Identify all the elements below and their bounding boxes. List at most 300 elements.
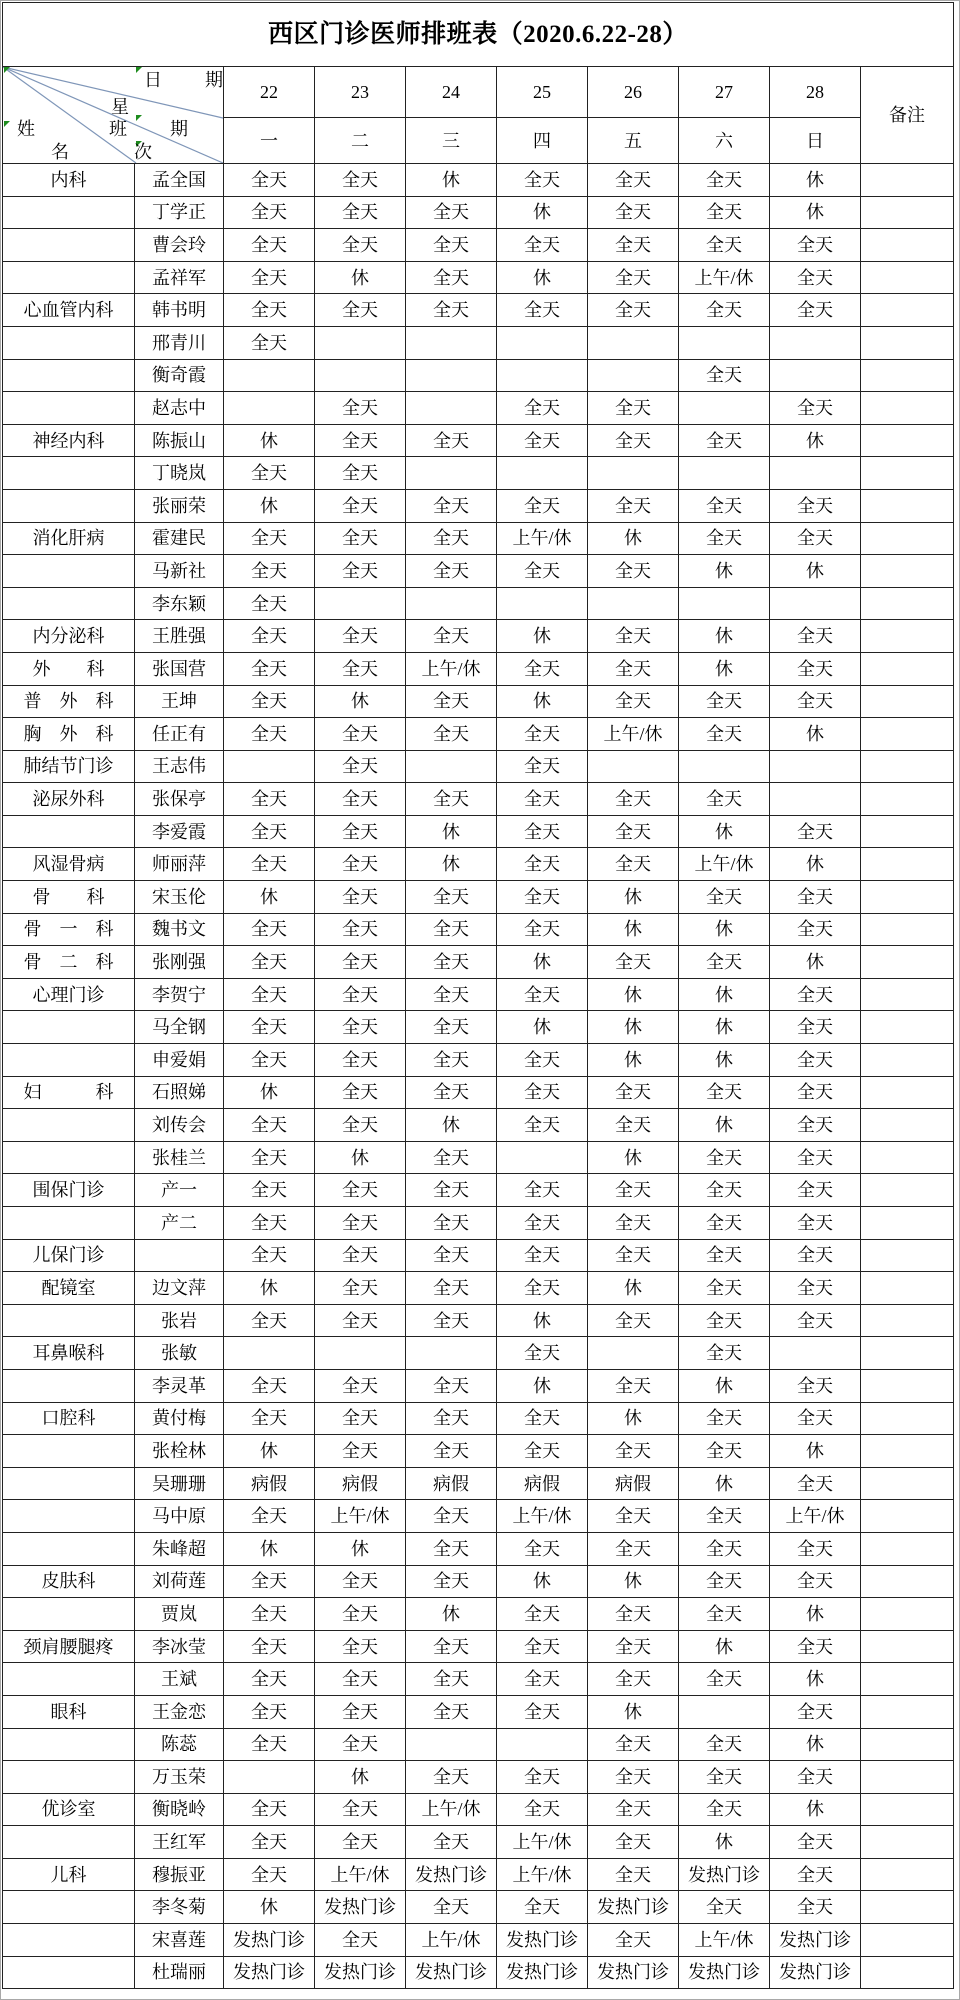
shift-cell [679, 751, 770, 784]
shift-cell: 全天 [224, 620, 315, 653]
shift-cell: 休 [588, 523, 679, 556]
shift-cell: 全天 [406, 523, 497, 556]
doctor-name-cell: 马全钢 [135, 1011, 224, 1044]
remark-cell [861, 751, 954, 784]
remark-cell [861, 1891, 954, 1924]
shift-cell: 全天 [770, 1533, 861, 1566]
doctor-name-cell: 师丽萍 [135, 848, 224, 881]
shift-cell: 上午/休 [679, 848, 770, 881]
doctor-name-cell: 李东颖 [135, 588, 224, 621]
shift-cell [224, 392, 315, 425]
shift-cell: 全天 [315, 294, 406, 327]
department-cell [3, 1109, 135, 1142]
date-header-cell: 23 [315, 67, 406, 118]
shift-cell [679, 327, 770, 360]
shift-cell: 上午/休 [770, 1500, 861, 1533]
shift-cell: 全天 [315, 1729, 406, 1762]
shift-cell: 发热门诊 [588, 1891, 679, 1924]
department-cell [3, 1891, 135, 1924]
shift-cell: 全天 [224, 653, 315, 686]
doctor-name-cell: 王坤 [135, 686, 224, 719]
shift-cell: 全天 [770, 914, 861, 947]
department-cell [3, 1533, 135, 1566]
shift-cell: 全天 [497, 1207, 588, 1240]
shift-cell: 全天 [224, 946, 315, 979]
shift-cell: 全天 [679, 881, 770, 914]
shift-cell: 全天 [497, 1663, 588, 1696]
shift-cell: 全天 [224, 1729, 315, 1762]
shift-cell: 休 [588, 1566, 679, 1599]
shift-cell: 全天 [497, 1696, 588, 1729]
corner-label-name-2: 名 [51, 142, 69, 162]
shift-cell: 休 [588, 1044, 679, 1077]
department-cell [3, 816, 135, 849]
shift-cell: 全天 [406, 262, 497, 295]
shift-cell: 全天 [497, 294, 588, 327]
diagonal-header-cell [3, 67, 224, 164]
shift-cell: 全天 [315, 392, 406, 425]
corner-label-day-2: 期 [205, 70, 223, 90]
shift-cell: 休 [497, 1011, 588, 1044]
shift-cell: 全天 [406, 1631, 497, 1664]
shift-cell [497, 327, 588, 360]
shift-cell: 发热门诊 [406, 1859, 497, 1892]
shift-cell: 全天 [770, 1370, 861, 1403]
remark-cell [861, 1272, 954, 1305]
schedule-table [2, 2, 954, 1989]
doctor-name-cell: 陈蕊 [135, 1729, 224, 1762]
department-cell [3, 1729, 135, 1762]
doctor-name-cell: 衡奇霞 [135, 360, 224, 393]
shift-cell: 全天 [588, 164, 679, 197]
department-cell: 妇 科 [3, 1077, 135, 1110]
shift-cell: 全天 [224, 197, 315, 230]
remark-cell [861, 979, 954, 1012]
shift-cell: 全天 [406, 1663, 497, 1696]
shift-cell: 全天 [770, 1174, 861, 1207]
shift-cell: 全天 [406, 294, 497, 327]
shift-cell: 全天 [497, 1403, 588, 1436]
shift-cell: 休 [224, 1533, 315, 1566]
doctor-name-cell: 张保亭 [135, 783, 224, 816]
doctor-name-cell: 宋玉伦 [135, 881, 224, 914]
shift-cell: 全天 [406, 686, 497, 719]
shift-cell: 休 [588, 1011, 679, 1044]
shift-cell: 休 [315, 686, 406, 719]
shift-cell: 休 [679, 979, 770, 1012]
shift-cell: 休 [406, 1598, 497, 1631]
shift-cell: 全天 [315, 1403, 406, 1436]
shift-cell: 病假 [588, 1468, 679, 1501]
weekday-header-cell: 四 [497, 118, 588, 164]
shift-cell: 全天 [406, 1566, 497, 1599]
remark-cell [861, 1305, 954, 1338]
shift-cell: 全天 [497, 392, 588, 425]
shift-cell: 全天 [315, 197, 406, 230]
shift-cell: 全天 [406, 1370, 497, 1403]
shift-cell: 全天 [224, 1109, 315, 1142]
department-cell: 风湿骨病 [3, 848, 135, 881]
doctor-name-cell: 韩书明 [135, 294, 224, 327]
shift-cell: 休 [224, 425, 315, 458]
shift-cell: 休 [770, 164, 861, 197]
shift-cell: 全天 [406, 946, 497, 979]
department-cell [3, 1370, 135, 1403]
shift-cell [497, 588, 588, 621]
remark-cell [861, 946, 954, 979]
shift-cell: 全天 [224, 1207, 315, 1240]
shift-cell [497, 1729, 588, 1762]
shift-cell: 休 [679, 1044, 770, 1077]
shift-cell: 休 [679, 1011, 770, 1044]
shift-cell: 全天 [315, 979, 406, 1012]
doctor-name-cell: 张栓林 [135, 1435, 224, 1468]
shift-cell: 全天 [224, 1500, 315, 1533]
shift-cell: 休 [679, 1631, 770, 1664]
remark-header: 备注 [861, 67, 954, 164]
remark-cell [861, 1142, 954, 1175]
shift-cell: 休 [315, 262, 406, 295]
doctor-name-cell: 刘荷莲 [135, 1566, 224, 1599]
shift-cell: 全天 [770, 881, 861, 914]
date-header-cell: 24 [406, 67, 497, 118]
department-cell: 儿科 [3, 1859, 135, 1892]
shift-cell: 休 [770, 1663, 861, 1696]
shift-cell: 全天 [224, 718, 315, 751]
shift-cell: 全天 [406, 1272, 497, 1305]
shift-cell: 病假 [406, 1468, 497, 1501]
shift-cell: 休 [770, 425, 861, 458]
doctor-name-cell: 赵志中 [135, 392, 224, 425]
shift-cell: 全天 [679, 1142, 770, 1175]
department-cell: 耳鼻喉科 [3, 1337, 135, 1370]
shift-cell: 全天 [224, 1305, 315, 1338]
doctor-name-cell: 丁学正 [135, 197, 224, 230]
remark-cell [861, 1109, 954, 1142]
shift-cell [406, 1729, 497, 1762]
remark-cell [861, 881, 954, 914]
shift-cell [224, 360, 315, 393]
doctor-name-cell: 马新社 [135, 555, 224, 588]
shift-cell: 全天 [679, 425, 770, 458]
doctor-name-cell: 王红军 [135, 1826, 224, 1859]
shift-cell [315, 327, 406, 360]
shift-cell: 全天 [315, 1077, 406, 1110]
shift-cell: 休 [224, 1891, 315, 1924]
shift-cell: 全天 [588, 946, 679, 979]
shift-cell: 全天 [224, 686, 315, 719]
doctor-name-cell: 申爱娟 [135, 1044, 224, 1077]
remark-cell [861, 718, 954, 751]
shift-cell: 全天 [497, 164, 588, 197]
remark-cell [861, 1957, 954, 1990]
shift-cell: 全天 [588, 229, 679, 262]
department-cell: 口腔科 [3, 1403, 135, 1436]
shift-cell: 全天 [679, 1533, 770, 1566]
shift-cell: 全天 [224, 1011, 315, 1044]
shift-cell: 全天 [588, 1500, 679, 1533]
shift-cell: 全天 [770, 816, 861, 849]
shift-cell: 全天 [315, 653, 406, 686]
shift-cell [497, 457, 588, 490]
shift-cell: 全天 [406, 783, 497, 816]
shift-cell: 全天 [588, 653, 679, 686]
shift-cell: 上午/休 [406, 653, 497, 686]
shift-cell: 全天 [406, 1240, 497, 1273]
shift-cell: 全天 [406, 555, 497, 588]
doctor-name-cell: 任正有 [135, 718, 224, 751]
shift-cell: 全天 [497, 1631, 588, 1664]
shift-cell: 全天 [224, 1044, 315, 1077]
shift-cell: 全天 [679, 1435, 770, 1468]
shift-cell: 病假 [315, 1468, 406, 1501]
shift-cell: 全天 [679, 1891, 770, 1924]
shift-cell: 全天 [224, 1663, 315, 1696]
shift-cell [588, 1337, 679, 1370]
shift-cell: 全天 [224, 783, 315, 816]
shift-cell: 全天 [497, 783, 588, 816]
shift-cell: 全天 [588, 1631, 679, 1664]
shift-cell: 全天 [406, 881, 497, 914]
shift-cell: 全天 [406, 1696, 497, 1729]
shift-cell: 全天 [406, 1826, 497, 1859]
shift-cell: 全天 [588, 1435, 679, 1468]
shift-cell [770, 457, 861, 490]
shift-cell: 全天 [679, 197, 770, 230]
doctor-name-cell: 王志伟 [135, 751, 224, 784]
shift-cell [588, 327, 679, 360]
shift-cell: 全天 [315, 914, 406, 947]
shift-cell: 全天 [770, 1403, 861, 1436]
shift-cell: 全天 [406, 1500, 497, 1533]
shift-cell: 全天 [406, 197, 497, 230]
remark-cell [861, 197, 954, 230]
department-cell: 心血管内科 [3, 294, 135, 327]
remark-cell [861, 294, 954, 327]
department-cell [3, 1598, 135, 1631]
department-cell [3, 1468, 135, 1501]
doctor-name-cell: 陈振山 [135, 425, 224, 458]
shift-cell: 全天 [315, 1044, 406, 1077]
remark-cell [861, 1663, 954, 1696]
remark-cell [861, 848, 954, 881]
shift-cell: 全天 [770, 392, 861, 425]
remark-cell [861, 1240, 954, 1273]
shift-cell [406, 457, 497, 490]
shift-cell: 全天 [224, 1240, 315, 1273]
shift-cell: 休 [315, 1142, 406, 1175]
doctor-name-cell: 刘传会 [135, 1109, 224, 1142]
shift-cell: 休 [679, 1109, 770, 1142]
shift-cell: 全天 [497, 1598, 588, 1631]
shift-cell: 全天 [315, 1272, 406, 1305]
shift-cell: 休 [224, 490, 315, 523]
shift-cell: 全天 [315, 620, 406, 653]
shift-cell: 全天 [497, 1174, 588, 1207]
shift-cell: 全天 [679, 294, 770, 327]
doctor-name-cell: 张桂兰 [135, 1142, 224, 1175]
shift-cell: 全天 [315, 1174, 406, 1207]
department-cell: 肺结节门诊 [3, 751, 135, 784]
shift-cell: 全天 [588, 392, 679, 425]
shift-cell: 全天 [588, 1826, 679, 1859]
shift-cell: 休 [497, 686, 588, 719]
shift-cell: 全天 [406, 718, 497, 751]
shift-cell: 全天 [497, 1044, 588, 1077]
shift-cell: 全天 [588, 490, 679, 523]
shift-cell: 发热门诊 [588, 1957, 679, 1990]
remark-cell [861, 1598, 954, 1631]
shift-cell: 全天 [224, 1826, 315, 1859]
shift-cell: 全天 [315, 164, 406, 197]
remark-cell [861, 1533, 954, 1566]
shift-cell: 全天 [497, 1240, 588, 1273]
shift-cell: 休 [406, 816, 497, 849]
department-cell: 普 外 科 [3, 686, 135, 719]
shift-cell: 全天 [588, 1077, 679, 1110]
department-cell: 外 科 [3, 653, 135, 686]
shift-cell: 全天 [588, 1729, 679, 1762]
shift-cell: 全天 [497, 1761, 588, 1794]
shift-cell: 上午/休 [497, 1826, 588, 1859]
shift-cell: 全天 [224, 1696, 315, 1729]
shift-cell: 休 [770, 197, 861, 230]
shift-cell [770, 1337, 861, 1370]
department-cell [3, 229, 135, 262]
shift-cell: 全天 [588, 783, 679, 816]
shift-cell [406, 327, 497, 360]
shift-cell: 全天 [588, 1240, 679, 1273]
shift-cell: 全天 [406, 1044, 497, 1077]
doctor-name-cell: 产二 [135, 1207, 224, 1240]
doctor-name-cell: 李冬菊 [135, 1891, 224, 1924]
shift-cell: 全天 [406, 979, 497, 1012]
shift-cell: 休 [497, 1305, 588, 1338]
shift-cell: 上午/休 [588, 718, 679, 751]
shift-cell: 休 [679, 1468, 770, 1501]
weekday-header-cell: 日 [770, 118, 861, 164]
shift-cell: 上午/休 [679, 1924, 770, 1957]
doctor-name-cell: 黄付梅 [135, 1403, 224, 1436]
remark-cell [861, 1077, 954, 1110]
shift-cell: 全天 [406, 1011, 497, 1044]
shift-cell: 休 [497, 262, 588, 295]
doctor-name-cell: 李爱霞 [135, 816, 224, 849]
doctor-name-cell: 张敏 [135, 1337, 224, 1370]
doctor-name-cell: 宋喜莲 [135, 1924, 224, 1957]
department-cell [3, 1011, 135, 1044]
shift-cell: 全天 [588, 1533, 679, 1566]
shift-cell: 全天 [497, 914, 588, 947]
shift-cell: 全天 [406, 1435, 497, 1468]
remark-cell [861, 1859, 954, 1892]
shift-cell: 休 [588, 1272, 679, 1305]
doctor-name-cell: 万玉荣 [135, 1761, 224, 1794]
weekday-header-cell: 三 [406, 118, 497, 164]
shift-cell: 全天 [406, 1891, 497, 1924]
weekday-header-cell: 六 [679, 118, 770, 164]
remark-cell [861, 1729, 954, 1762]
shift-cell: 全天 [497, 881, 588, 914]
shift-cell: 上午/休 [315, 1500, 406, 1533]
shift-cell: 全天 [497, 425, 588, 458]
shift-cell: 休 [224, 1435, 315, 1468]
department-cell: 围保门诊 [3, 1174, 135, 1207]
shift-cell: 全天 [588, 1174, 679, 1207]
remark-cell [861, 588, 954, 621]
doctor-name-cell: 衡晓岭 [135, 1794, 224, 1827]
shift-cell: 全天 [315, 1924, 406, 1957]
doctor-name-cell: 吴珊珊 [135, 1468, 224, 1501]
remark-cell [861, 425, 954, 458]
doctor-name-cell: 贾岚 [135, 1598, 224, 1631]
shift-cell: 全天 [315, 751, 406, 784]
shift-cell: 全天 [315, 1240, 406, 1273]
shift-cell: 休 [770, 1729, 861, 1762]
doctor-name-cell: 邢青川 [135, 327, 224, 360]
department-cell: 神经内科 [3, 425, 135, 458]
shift-cell: 全天 [315, 1696, 406, 1729]
corner-label-week-2: 期 [170, 119, 188, 139]
shift-cell: 全天 [224, 1142, 315, 1175]
remark-cell [861, 1435, 954, 1468]
shift-cell: 上午/休 [497, 523, 588, 556]
shift-cell: 全天 [497, 816, 588, 849]
department-cell: 心理门诊 [3, 979, 135, 1012]
shift-cell: 上午/休 [497, 1500, 588, 1533]
remark-cell [861, 1761, 954, 1794]
shift-cell: 全天 [224, 1370, 315, 1403]
shift-cell: 全天 [770, 1077, 861, 1110]
shift-cell: 全天 [224, 1174, 315, 1207]
doctor-name-cell: 魏书文 [135, 914, 224, 947]
doctor-name-cell: 张丽荣 [135, 490, 224, 523]
shift-cell: 全天 [770, 1240, 861, 1273]
shift-cell: 休 [497, 1370, 588, 1403]
shift-cell: 全天 [497, 1533, 588, 1566]
shift-cell: 全天 [770, 1468, 861, 1501]
shift-cell: 全天 [588, 262, 679, 295]
shift-cell: 全天 [497, 1435, 588, 1468]
remark-cell [861, 1468, 954, 1501]
shift-cell: 全天 [770, 979, 861, 1012]
shift-cell: 发热门诊 [406, 1957, 497, 1990]
shift-cell: 全天 [679, 229, 770, 262]
doctor-name-cell: 李冰莹 [135, 1631, 224, 1664]
shift-cell: 全天 [770, 1631, 861, 1664]
shift-cell: 全天 [679, 360, 770, 393]
doctor-name-cell: 李贺宁 [135, 979, 224, 1012]
shift-cell: 全天 [497, 751, 588, 784]
remark-cell [861, 783, 954, 816]
shift-cell: 休 [224, 1272, 315, 1305]
shift-cell: 全天 [679, 490, 770, 523]
department-cell: 内科 [3, 164, 135, 197]
doctor-name-cell: 张刚强 [135, 946, 224, 979]
shift-cell: 休 [770, 1794, 861, 1827]
shift-cell: 全天 [224, 262, 315, 295]
shift-cell: 休 [315, 1533, 406, 1566]
shift-cell [770, 751, 861, 784]
shift-cell: 休 [679, 1370, 770, 1403]
date-header-cell: 22 [224, 67, 315, 118]
shift-cell: 全天 [406, 425, 497, 458]
remark-cell [861, 164, 954, 197]
shift-cell: 全天 [770, 686, 861, 719]
shift-cell: 发热门诊 [224, 1957, 315, 1990]
shift-cell: 休 [315, 1761, 406, 1794]
shift-cell: 发热门诊 [497, 1957, 588, 1990]
